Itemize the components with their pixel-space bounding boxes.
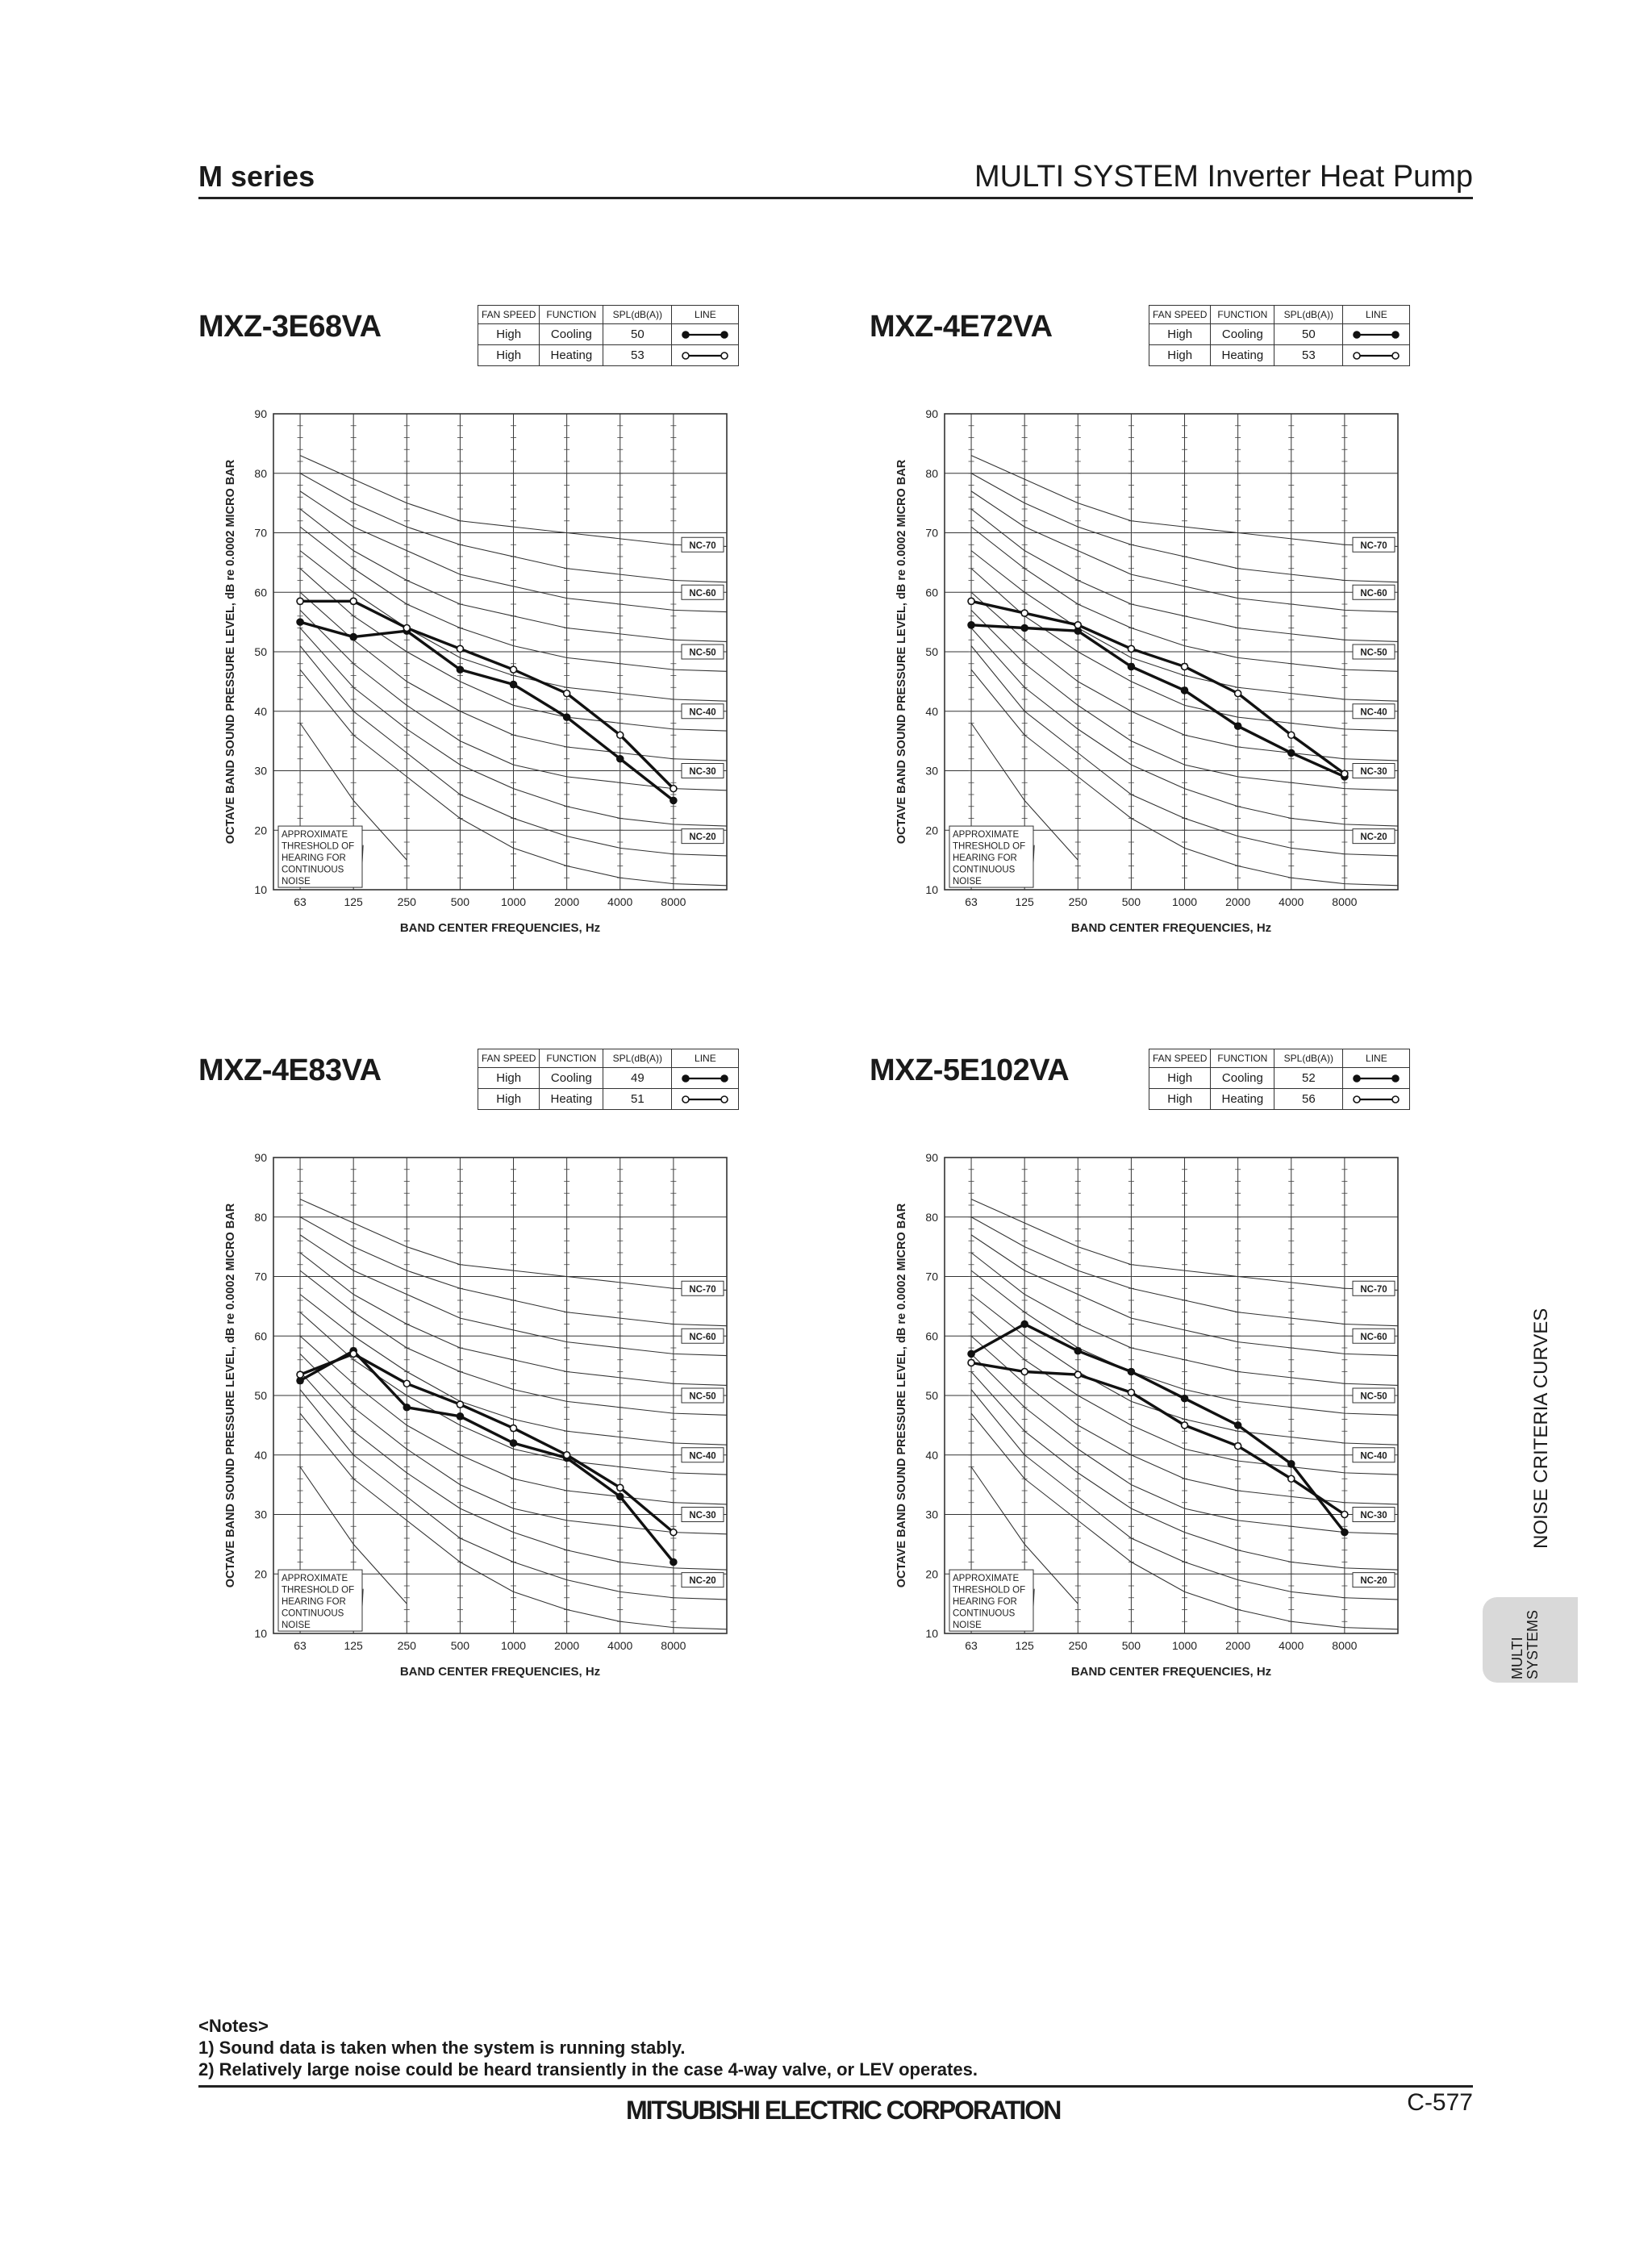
- threshold-note-text: APPROXIMATE: [953, 1574, 1020, 1584]
- heating-point: [1235, 1443, 1241, 1450]
- page-number: C-577: [1407, 2089, 1473, 2116]
- notes-title: <Notes>: [198, 2016, 269, 2036]
- legend-function: Cooling: [540, 324, 603, 345]
- threshold-note-text: HEARING FOR: [282, 1597, 346, 1608]
- x-tick-label: 125: [1015, 1639, 1034, 1652]
- legend-function: Heating: [1211, 345, 1274, 366]
- cooling-point: [1021, 1321, 1028, 1328]
- legend-line-sample: [1343, 1068, 1410, 1089]
- threshold-note-text: THRESHOLD OF: [282, 841, 355, 852]
- legend-fan-speed: High: [478, 1068, 540, 1089]
- cooling-point: [1235, 1422, 1241, 1429]
- y-tick-label: 60: [254, 586, 267, 599]
- y-tick-label: 30: [254, 764, 267, 778]
- legend-header-row: [478, 1049, 739, 1068]
- x-tick-label: 4000: [1279, 1639, 1304, 1652]
- y-tick-label: 70: [925, 1270, 938, 1283]
- nc-chart: [223, 1141, 787, 1690]
- legend-spl: 53: [1274, 345, 1343, 366]
- cooling-series-line: [971, 1324, 1345, 1533]
- cooling-point: [617, 756, 624, 762]
- legend-header-row: [1149, 1049, 1410, 1068]
- y-axis-label: OCTAVE BAND SOUND PRESSURE LEVEL, dB re 0.0002 MICRO BAR: [895, 1203, 908, 1588]
- model-title: MXZ-4E72VA: [870, 310, 1053, 344]
- nc-label: NC-40: [1360, 707, 1387, 718]
- y-tick-label: 40: [254, 1448, 267, 1462]
- y-tick-label: 10: [925, 883, 938, 896]
- y-tick-label: 30: [925, 764, 938, 778]
- x-tick-label: 8000: [1332, 895, 1358, 908]
- nc-label: NC-30: [1360, 1511, 1387, 1521]
- nc-chart: [894, 398, 1458, 946]
- series-title: M series: [198, 160, 315, 193]
- model-title: MXZ-3E68VA: [198, 310, 382, 344]
- x-tick-label: 250: [1068, 895, 1087, 908]
- x-tick-label: 500: [1121, 895, 1141, 908]
- nc-label: NC-50: [689, 1391, 716, 1402]
- threshold-note-text: CONTINUOUS: [282, 1608, 344, 1619]
- y-tick-label: 40: [925, 704, 938, 718]
- legend-function: Cooling: [1211, 324, 1274, 345]
- y-tick-label: 80: [925, 1210, 938, 1224]
- y-tick-label: 90: [254, 407, 267, 420]
- legend-fan-speed: High: [478, 345, 540, 366]
- x-tick-label: 2000: [554, 895, 580, 908]
- legend-function: Heating: [540, 345, 603, 366]
- heating-point: [511, 666, 517, 673]
- threshold-note-text: CONTINUOUS: [953, 1608, 1016, 1619]
- legend-spl: 52: [1274, 1068, 1343, 1089]
- note-item-1: 1) Sound data is taken when the system is running stably.: [198, 2038, 686, 2058]
- cooling-point: [511, 682, 517, 688]
- x-tick-label: 8000: [661, 1639, 686, 1652]
- y-tick-label: 20: [925, 824, 938, 837]
- legend-function: Cooling: [1211, 1068, 1274, 1089]
- y-axis-label: OCTAVE BAND SOUND PRESSURE LEVEL, dB re 0.0002 MICRO BAR: [224, 1203, 237, 1588]
- legend-table: [1149, 305, 1410, 366]
- heating-point: [1182, 1422, 1188, 1429]
- legend-header-cell: FAN SPEED: [1149, 306, 1211, 324]
- nc-label: NC-30: [689, 1511, 716, 1521]
- threshold-note-text: HEARING FOR: [953, 1597, 1017, 1608]
- heating-point: [1074, 1371, 1081, 1378]
- heating-point: [403, 625, 410, 632]
- filled-line-marker-icon: [1352, 1073, 1400, 1084]
- legend-spl: 50: [1274, 324, 1343, 345]
- threshold-note-text: CONTINUOUS: [953, 865, 1016, 875]
- x-tick-label: 63: [294, 1639, 307, 1652]
- nc-label: NC-20: [689, 832, 716, 843]
- cooling-point: [350, 634, 357, 640]
- legend-line-sample: [672, 1089, 739, 1110]
- x-tick-label: 2000: [554, 1639, 580, 1652]
- cooling-point: [1128, 1369, 1134, 1375]
- cooling-point: [1288, 1461, 1295, 1467]
- model-title: MXZ-4E83VA: [198, 1053, 382, 1087]
- legend-spl: 51: [603, 1089, 672, 1110]
- x-axis-label: BAND CENTER FREQUENCIES, Hz: [399, 921, 601, 935]
- y-tick-label: 50: [254, 1389, 267, 1402]
- legend-fan-speed: High: [478, 324, 540, 345]
- legend-row: [478, 1089, 739, 1110]
- nc-label: NC-30: [689, 767, 716, 777]
- y-tick-label: 40: [254, 704, 267, 718]
- heating-point: [1021, 610, 1028, 616]
- cooling-point: [457, 1413, 463, 1420]
- filled-line-marker-icon: [681, 1073, 729, 1084]
- heating-point: [1288, 1475, 1295, 1482]
- heating-point: [1128, 1389, 1134, 1395]
- threshold-note-text: HEARING FOR: [953, 853, 1017, 864]
- legend-spl: 56: [1274, 1089, 1343, 1110]
- y-tick-label: 20: [925, 1567, 938, 1581]
- cooling-point: [670, 797, 677, 803]
- legend-row: [1149, 345, 1410, 366]
- x-tick-label: 4000: [607, 895, 633, 908]
- legend-header-cell: FAN SPEED: [1149, 1049, 1211, 1068]
- y-tick-label: 70: [925, 526, 938, 540]
- cooling-point: [564, 714, 570, 720]
- legend-spl: 50: [603, 324, 672, 345]
- legend-header-cell: FUNCTION: [540, 306, 603, 324]
- legend-spl: 53: [603, 345, 672, 366]
- nc-label: NC-50: [1360, 648, 1387, 658]
- legend-header-cell: FUNCTION: [1211, 306, 1274, 324]
- x-tick-label: 2000: [1225, 1639, 1251, 1652]
- y-tick-label: 90: [925, 1151, 938, 1164]
- cooling-point: [1182, 687, 1188, 694]
- cooling-point: [670, 1559, 677, 1566]
- x-axis-label: BAND CENTER FREQUENCIES, Hz: [1070, 921, 1272, 935]
- threshold-note-text: CONTINUOUS: [282, 865, 344, 875]
- x-axis-label: BAND CENTER FREQUENCIES, Hz: [399, 1665, 601, 1679]
- threshold-note-text: APPROXIMATE: [282, 1574, 348, 1584]
- y-tick-label: 90: [254, 1151, 267, 1164]
- chart-panel-4: [870, 1049, 1483, 1710]
- y-tick-label: 10: [254, 883, 267, 896]
- x-tick-label: 250: [397, 895, 416, 908]
- y-tick-label: 40: [925, 1448, 938, 1462]
- x-tick-label: 1000: [1171, 895, 1198, 908]
- cooling-point: [1128, 663, 1134, 670]
- cooling-point: [1074, 1348, 1081, 1354]
- side-tab-label[interactable]: [1510, 1596, 1541, 1679]
- cooling-point: [968, 622, 974, 628]
- cooling-point: [297, 619, 303, 625]
- threshold-note-text: THRESHOLD OF: [282, 1585, 355, 1596]
- x-tick-label: 500: [450, 1639, 470, 1652]
- x-tick-label: 125: [344, 1639, 363, 1652]
- heating-point: [1235, 690, 1241, 697]
- legend-fan-speed: High: [1149, 1068, 1211, 1089]
- nc-label: NC-20: [1360, 1576, 1387, 1587]
- legend-table: [478, 305, 739, 366]
- legend-header-row: [478, 306, 739, 324]
- y-tick-label: 20: [254, 824, 267, 837]
- y-tick-label: 30: [254, 1508, 267, 1521]
- threshold-note-text: NOISE: [953, 877, 982, 887]
- threshold-note-text: THRESHOLD OF: [953, 841, 1026, 852]
- y-tick-label: 50: [925, 645, 938, 658]
- cooling-point: [403, 1404, 410, 1411]
- cooling-series-line: [300, 1351, 674, 1562]
- x-tick-label: 4000: [607, 1639, 633, 1652]
- threshold-note-text: APPROXIMATE: [282, 830, 348, 841]
- legend-header-cell: FAN SPEED: [478, 1049, 540, 1068]
- legend-header-cell: LINE: [1343, 1049, 1410, 1068]
- cooling-point: [511, 1440, 517, 1446]
- y-tick-label: 80: [254, 466, 267, 480]
- side-section-title: NOISE CRITERIA CURVES: [1530, 1308, 1552, 1549]
- legend-header-cell: LINE: [672, 1049, 739, 1068]
- y-tick-label: 60: [925, 586, 938, 599]
- side-tab-label-line1: MULTI: [1509, 1637, 1525, 1679]
- open-line-marker-icon: [1352, 1094, 1400, 1105]
- x-tick-label: 500: [1121, 1639, 1141, 1652]
- legend-row: [1149, 324, 1410, 345]
- y-tick-label: 80: [254, 1210, 267, 1224]
- heating-point: [1341, 770, 1348, 777]
- page-title: MULTI SYSTEM Inverter Heat Pump: [974, 160, 1473, 194]
- model-title: MXZ-5E102VA: [870, 1053, 1070, 1087]
- nc-label: NC-50: [689, 648, 716, 658]
- heating-point: [1021, 1369, 1028, 1375]
- legend-line-sample: [672, 324, 739, 345]
- legend-spl: 49: [603, 1068, 672, 1089]
- legend-header-cell: FUNCTION: [540, 1049, 603, 1068]
- heating-point: [1288, 732, 1295, 738]
- x-axis-label: BAND CENTER FREQUENCIES, Hz: [1070, 1665, 1272, 1679]
- heating-point: [617, 732, 624, 738]
- nc-label: NC-60: [689, 1332, 716, 1342]
- legend-line-sample: [1343, 324, 1410, 345]
- y-tick-label: 70: [254, 526, 267, 540]
- footer-rule: [198, 2085, 1473, 2088]
- side-tab-label-line2: SYSTEMS: [1525, 1609, 1541, 1679]
- cooling-point: [1182, 1395, 1188, 1402]
- x-tick-label: 250: [397, 1639, 416, 1652]
- y-axis-label: OCTAVE BAND SOUND PRESSURE LEVEL, dB re 0.0002 MICRO BAR: [224, 459, 237, 845]
- legend-header-cell: LINE: [1343, 306, 1410, 324]
- heating-point: [511, 1425, 517, 1432]
- corporation-logo: MITSUBISHI ELECTRIC CORPORATION: [626, 2096, 1061, 2125]
- x-tick-label: 1000: [500, 1639, 527, 1652]
- note-item-2: 2) Relatively large noise could be heard transiently in the case 4-way valve, or LEV operates.: [198, 2059, 978, 2080]
- legend-line-sample: [672, 1068, 739, 1089]
- nc-chart: [223, 398, 787, 946]
- x-tick-label: 63: [294, 895, 307, 908]
- heating-point: [968, 1359, 974, 1366]
- nc-label: NC-70: [1360, 540, 1387, 551]
- cooling-point: [457, 666, 463, 673]
- heating-point: [670, 786, 677, 792]
- x-tick-label: 8000: [661, 895, 686, 908]
- y-tick-label: 70: [254, 1270, 267, 1283]
- y-tick-label: 90: [925, 407, 938, 420]
- nc-label: NC-40: [689, 1451, 716, 1462]
- nc-label: NC-70: [689, 540, 716, 551]
- y-tick-label: 60: [254, 1329, 267, 1343]
- chart-panel-3: [198, 1049, 811, 1710]
- cooling-point: [617, 1493, 624, 1500]
- x-tick-label: 2000: [1225, 895, 1251, 908]
- x-tick-label: 8000: [1332, 1639, 1358, 1652]
- legend-row: [478, 324, 739, 345]
- threshold-note-text: NOISE: [282, 1621, 311, 1631]
- legend-row: [478, 345, 739, 366]
- cooling-point: [1341, 1529, 1348, 1536]
- open-line-marker-icon: [681, 1094, 729, 1105]
- nc-label: NC-40: [689, 707, 716, 718]
- threshold-note-text: NOISE: [282, 877, 311, 887]
- legend-header-cell: SPL(dB(A)): [603, 306, 672, 324]
- y-tick-label: 10: [254, 1627, 267, 1640]
- legend-function: Cooling: [540, 1068, 603, 1089]
- nc-label: NC-60: [1360, 1332, 1387, 1342]
- filled-line-marker-icon: [1352, 329, 1400, 340]
- heating-point: [1341, 1512, 1348, 1518]
- heating-point: [1074, 622, 1081, 628]
- threshold-note-text: HEARING FOR: [282, 853, 346, 864]
- y-tick-label: 10: [925, 1627, 938, 1640]
- nc-label: NC-60: [1360, 588, 1387, 599]
- heating-point: [350, 598, 357, 604]
- legend-table: [478, 1049, 739, 1110]
- cooling-point: [1288, 749, 1295, 756]
- legend-line-sample: [1343, 1089, 1410, 1110]
- nc-label: NC-30: [1360, 767, 1387, 777]
- x-tick-label: 63: [965, 895, 978, 908]
- nc-label: NC-70: [689, 1284, 716, 1295]
- heating-point: [403, 1380, 410, 1387]
- legend-header-cell: FAN SPEED: [478, 306, 540, 324]
- x-tick-label: 125: [344, 895, 363, 908]
- nc-label: NC-60: [689, 588, 716, 599]
- nc-label: NC-50: [1360, 1391, 1387, 1402]
- legend-row: [478, 1068, 739, 1089]
- y-tick-label: 60: [925, 1329, 938, 1343]
- legend-header-cell: SPL(dB(A)): [603, 1049, 672, 1068]
- notes: [198, 2015, 978, 2080]
- x-tick-label: 125: [1015, 895, 1034, 908]
- legend-fan-speed: High: [1149, 345, 1211, 366]
- nc-chart: [894, 1141, 1458, 1690]
- nc-label: NC-70: [1360, 1284, 1387, 1295]
- legend-line-sample: [672, 345, 739, 366]
- legend-line-sample: [1343, 345, 1410, 366]
- y-tick-label: 80: [925, 466, 938, 480]
- x-tick-label: 1000: [1171, 1639, 1198, 1652]
- legend-header-cell: FUNCTION: [1211, 1049, 1274, 1068]
- threshold-note-text: APPROXIMATE: [953, 830, 1020, 841]
- cooling-point: [1021, 625, 1028, 632]
- legend-header-cell: SPL(dB(A)): [1274, 1049, 1343, 1068]
- heating-point: [457, 645, 463, 652]
- legend-function: Heating: [1211, 1089, 1274, 1110]
- legend-table: [1149, 1049, 1410, 1110]
- nc-label: NC-20: [1360, 832, 1387, 843]
- legend-header-row: [1149, 306, 1410, 324]
- y-tick-label: 50: [925, 1389, 938, 1402]
- legend-row: [1149, 1068, 1410, 1089]
- cooling-point: [968, 1350, 974, 1357]
- chart-panel-1: [198, 305, 811, 966]
- heating-point: [1128, 645, 1134, 652]
- filled-line-marker-icon: [681, 329, 729, 340]
- heating-point: [350, 1350, 357, 1357]
- heating-point: [968, 598, 974, 604]
- legend-fan-speed: High: [478, 1089, 540, 1110]
- x-tick-label: 4000: [1279, 895, 1304, 908]
- y-tick-label: 20: [254, 1567, 267, 1581]
- legend-header-cell: LINE: [672, 306, 739, 324]
- cooling-point: [1235, 723, 1241, 729]
- heating-point: [564, 1452, 570, 1458]
- legend-row: [1149, 1089, 1410, 1110]
- y-tick-label: 30: [925, 1508, 938, 1521]
- threshold-note-text: NOISE: [953, 1621, 982, 1631]
- x-tick-label: 1000: [500, 895, 527, 908]
- legend-function: Heating: [540, 1089, 603, 1110]
- heating-point: [297, 598, 303, 604]
- open-line-marker-icon: [1352, 350, 1400, 361]
- threshold-note-text: THRESHOLD OF: [953, 1585, 1026, 1596]
- legend-fan-speed: High: [1149, 1089, 1211, 1110]
- heating-point: [670, 1529, 677, 1536]
- legend-header-cell: SPL(dB(A)): [1274, 306, 1343, 324]
- chart-panel-2: [870, 305, 1483, 966]
- x-tick-label: 63: [965, 1639, 978, 1652]
- open-line-marker-icon: [681, 350, 729, 361]
- y-tick-label: 50: [254, 645, 267, 658]
- y-axis-label: OCTAVE BAND SOUND PRESSURE LEVEL, dB re 0.0002 MICRO BAR: [895, 459, 908, 845]
- header-rule: [198, 197, 1473, 199]
- nc-label: NC-20: [689, 1576, 716, 1587]
- legend-fan-speed: High: [1149, 324, 1211, 345]
- x-tick-label: 250: [1068, 1639, 1087, 1652]
- x-tick-label: 500: [450, 895, 470, 908]
- heating-point: [1182, 663, 1188, 670]
- heating-point: [297, 1371, 303, 1378]
- heating-point: [617, 1484, 624, 1491]
- heating-point: [457, 1401, 463, 1408]
- nc-label: NC-40: [1360, 1451, 1387, 1462]
- heating-point: [564, 690, 570, 697]
